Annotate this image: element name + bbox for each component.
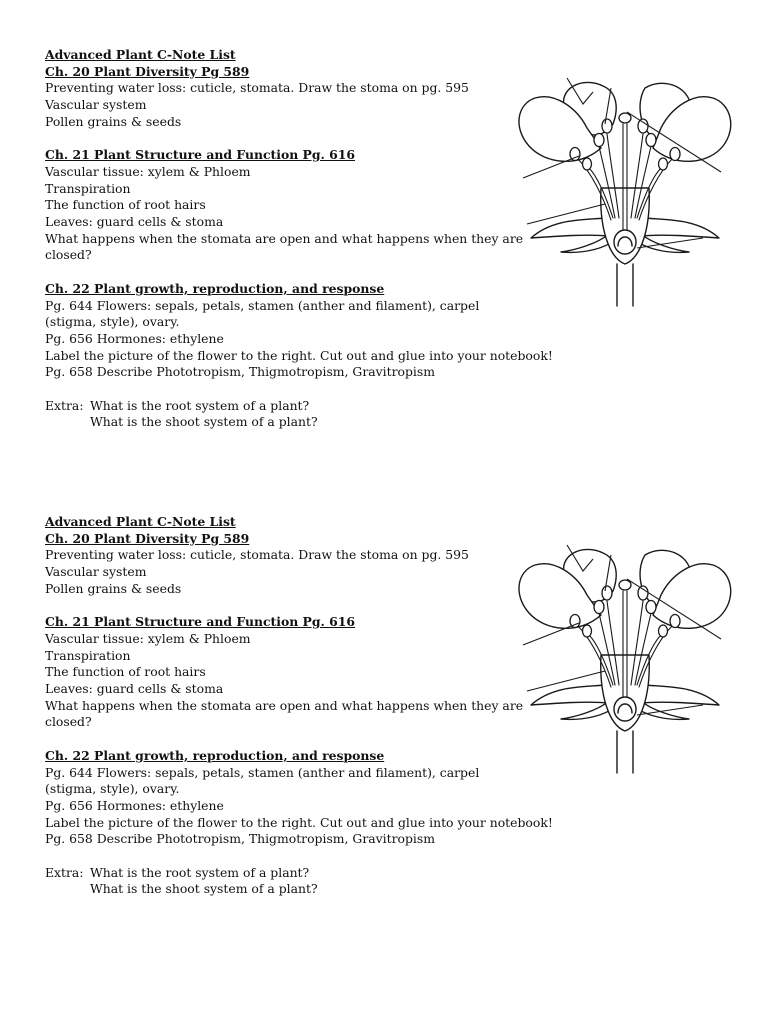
flower-ovary (614, 697, 636, 721)
stamen-anther (670, 148, 680, 161)
stamen-anther (659, 158, 668, 170)
flower-ovary (614, 230, 636, 254)
ch21-item: The function of root hairs (45, 197, 206, 213)
extra-question: What is the root system of a plant? (90, 864, 310, 880)
flower-sepal (531, 218, 609, 238)
ch22-item: Pg. 644 Flowers: sepals, petals, stamen (anther and filament), carpel (stigma, style), ovary. (45, 764, 480, 797)
ch20-item: Preventing water loss: cuticle, stomata. Draw the stoma on pg. 595 (45, 80, 469, 96)
flower-diagram (505, 68, 745, 308)
ch21-item: The function of root hairs (45, 664, 206, 680)
ch21-item: Vascular tissue: xylem & Phloem (45, 630, 251, 646)
stamen-anther (583, 625, 592, 637)
flower-sepal (641, 685, 719, 705)
ch20-header: Ch. 20 Plant Diversity Pg 589 (45, 63, 250, 79)
section-title: Advanced Plant C-Note List (45, 47, 236, 62)
stamen-anther (594, 134, 604, 147)
stamen-anther (670, 615, 680, 628)
ch21-item: What happens when the stomata are open and what happens when they are closed? (45, 697, 524, 730)
flower-diagram (505, 535, 745, 775)
stamen-anther (594, 601, 604, 614)
ch21-item: Vascular tissue: xylem & Phloem (45, 163, 251, 179)
ch20-item: Pollen grains & seeds (45, 580, 182, 596)
note-list-section-1 (45, 47, 553, 431)
ch20-item: Vascular system (45, 564, 147, 580)
flower-sepal (531, 685, 609, 705)
section-title: Advanced Plant C-Note List (45, 514, 236, 529)
ch21-item: Transpiration (45, 180, 131, 196)
ch22-item: Pg. 656 Hormones: ethylene (45, 797, 224, 813)
flower-illustration (505, 535, 745, 775)
ch22-item: Pg. 658 Describe Phototropism, Thigmotropism, Gravitropism (45, 364, 435, 380)
pistil-stigma (619, 580, 631, 590)
ch20-item: Pollen grains & seeds (45, 113, 182, 129)
ch22-item: Pg. 656 Hormones: ethylene (45, 330, 224, 346)
extra-question: What is the shoot system of a plant? (90, 881, 318, 897)
extra-question: What is the root system of a plant? (90, 397, 310, 413)
ch21-item: Leaves: guard cells & stoma (45, 681, 224, 697)
extra-label: Extra: (45, 864, 84, 880)
extra-row (45, 865, 525, 882)
ch22-item: Pg. 658 Describe Phototropism, Thigmotropism, Gravitropism (45, 831, 435, 847)
stamen-anther (583, 158, 592, 170)
stamen-anther (646, 134, 656, 147)
stamen-anther (638, 119, 648, 133)
ch20-item: Vascular system (45, 97, 147, 113)
ch22-header: Ch. 22 Plant growth, reproduction, and response (45, 280, 385, 296)
stamen-anther (659, 625, 668, 637)
ch21-item: What happens when the stomata are open and what happens when they are closed? (45, 230, 524, 263)
ch22-item: Label the picture of the flower to the right. Cut out and glue into your notebook! (45, 347, 553, 363)
note-list-section-2 (45, 514, 553, 898)
stamen-anther (646, 601, 656, 614)
ch22-item: Pg. 644 Flowers: sepals, petals, stamen (anther and filament), carpel (stigma, style), ovary. (45, 297, 480, 330)
flower-illustration (505, 68, 745, 308)
ch22-item: Label the picture of the flower to the right. Cut out and glue into your notebook! (45, 814, 553, 830)
extra-label: Extra: (45, 397, 84, 413)
flower-stem (617, 264, 633, 306)
stamen-anther (602, 119, 612, 133)
ch21-item: Transpiration (45, 647, 131, 663)
ch21-header: Ch. 21 Plant Structure and Function Pg. 616 (45, 614, 356, 630)
ch22-header: Ch. 22 Plant growth, reproduction, and response (45, 747, 385, 763)
stamen-anther (638, 586, 648, 600)
ch20-item: Preventing water loss: cuticle, stomata. Draw the stoma on pg. 595 (45, 547, 469, 563)
extra-question: What is the shoot system of a plant? (90, 414, 318, 430)
stamen-anther (602, 586, 612, 600)
flower-stem (617, 731, 633, 773)
ch21-header: Ch. 21 Plant Structure and Function Pg. 616 (45, 147, 356, 163)
extra-row (45, 398, 525, 415)
ch21-item: Leaves: guard cells & stoma (45, 214, 224, 230)
flower-sepal (641, 218, 719, 238)
ch20-header: Ch. 20 Plant Diversity Pg 589 (45, 530, 250, 546)
pistil-stigma (619, 113, 631, 123)
